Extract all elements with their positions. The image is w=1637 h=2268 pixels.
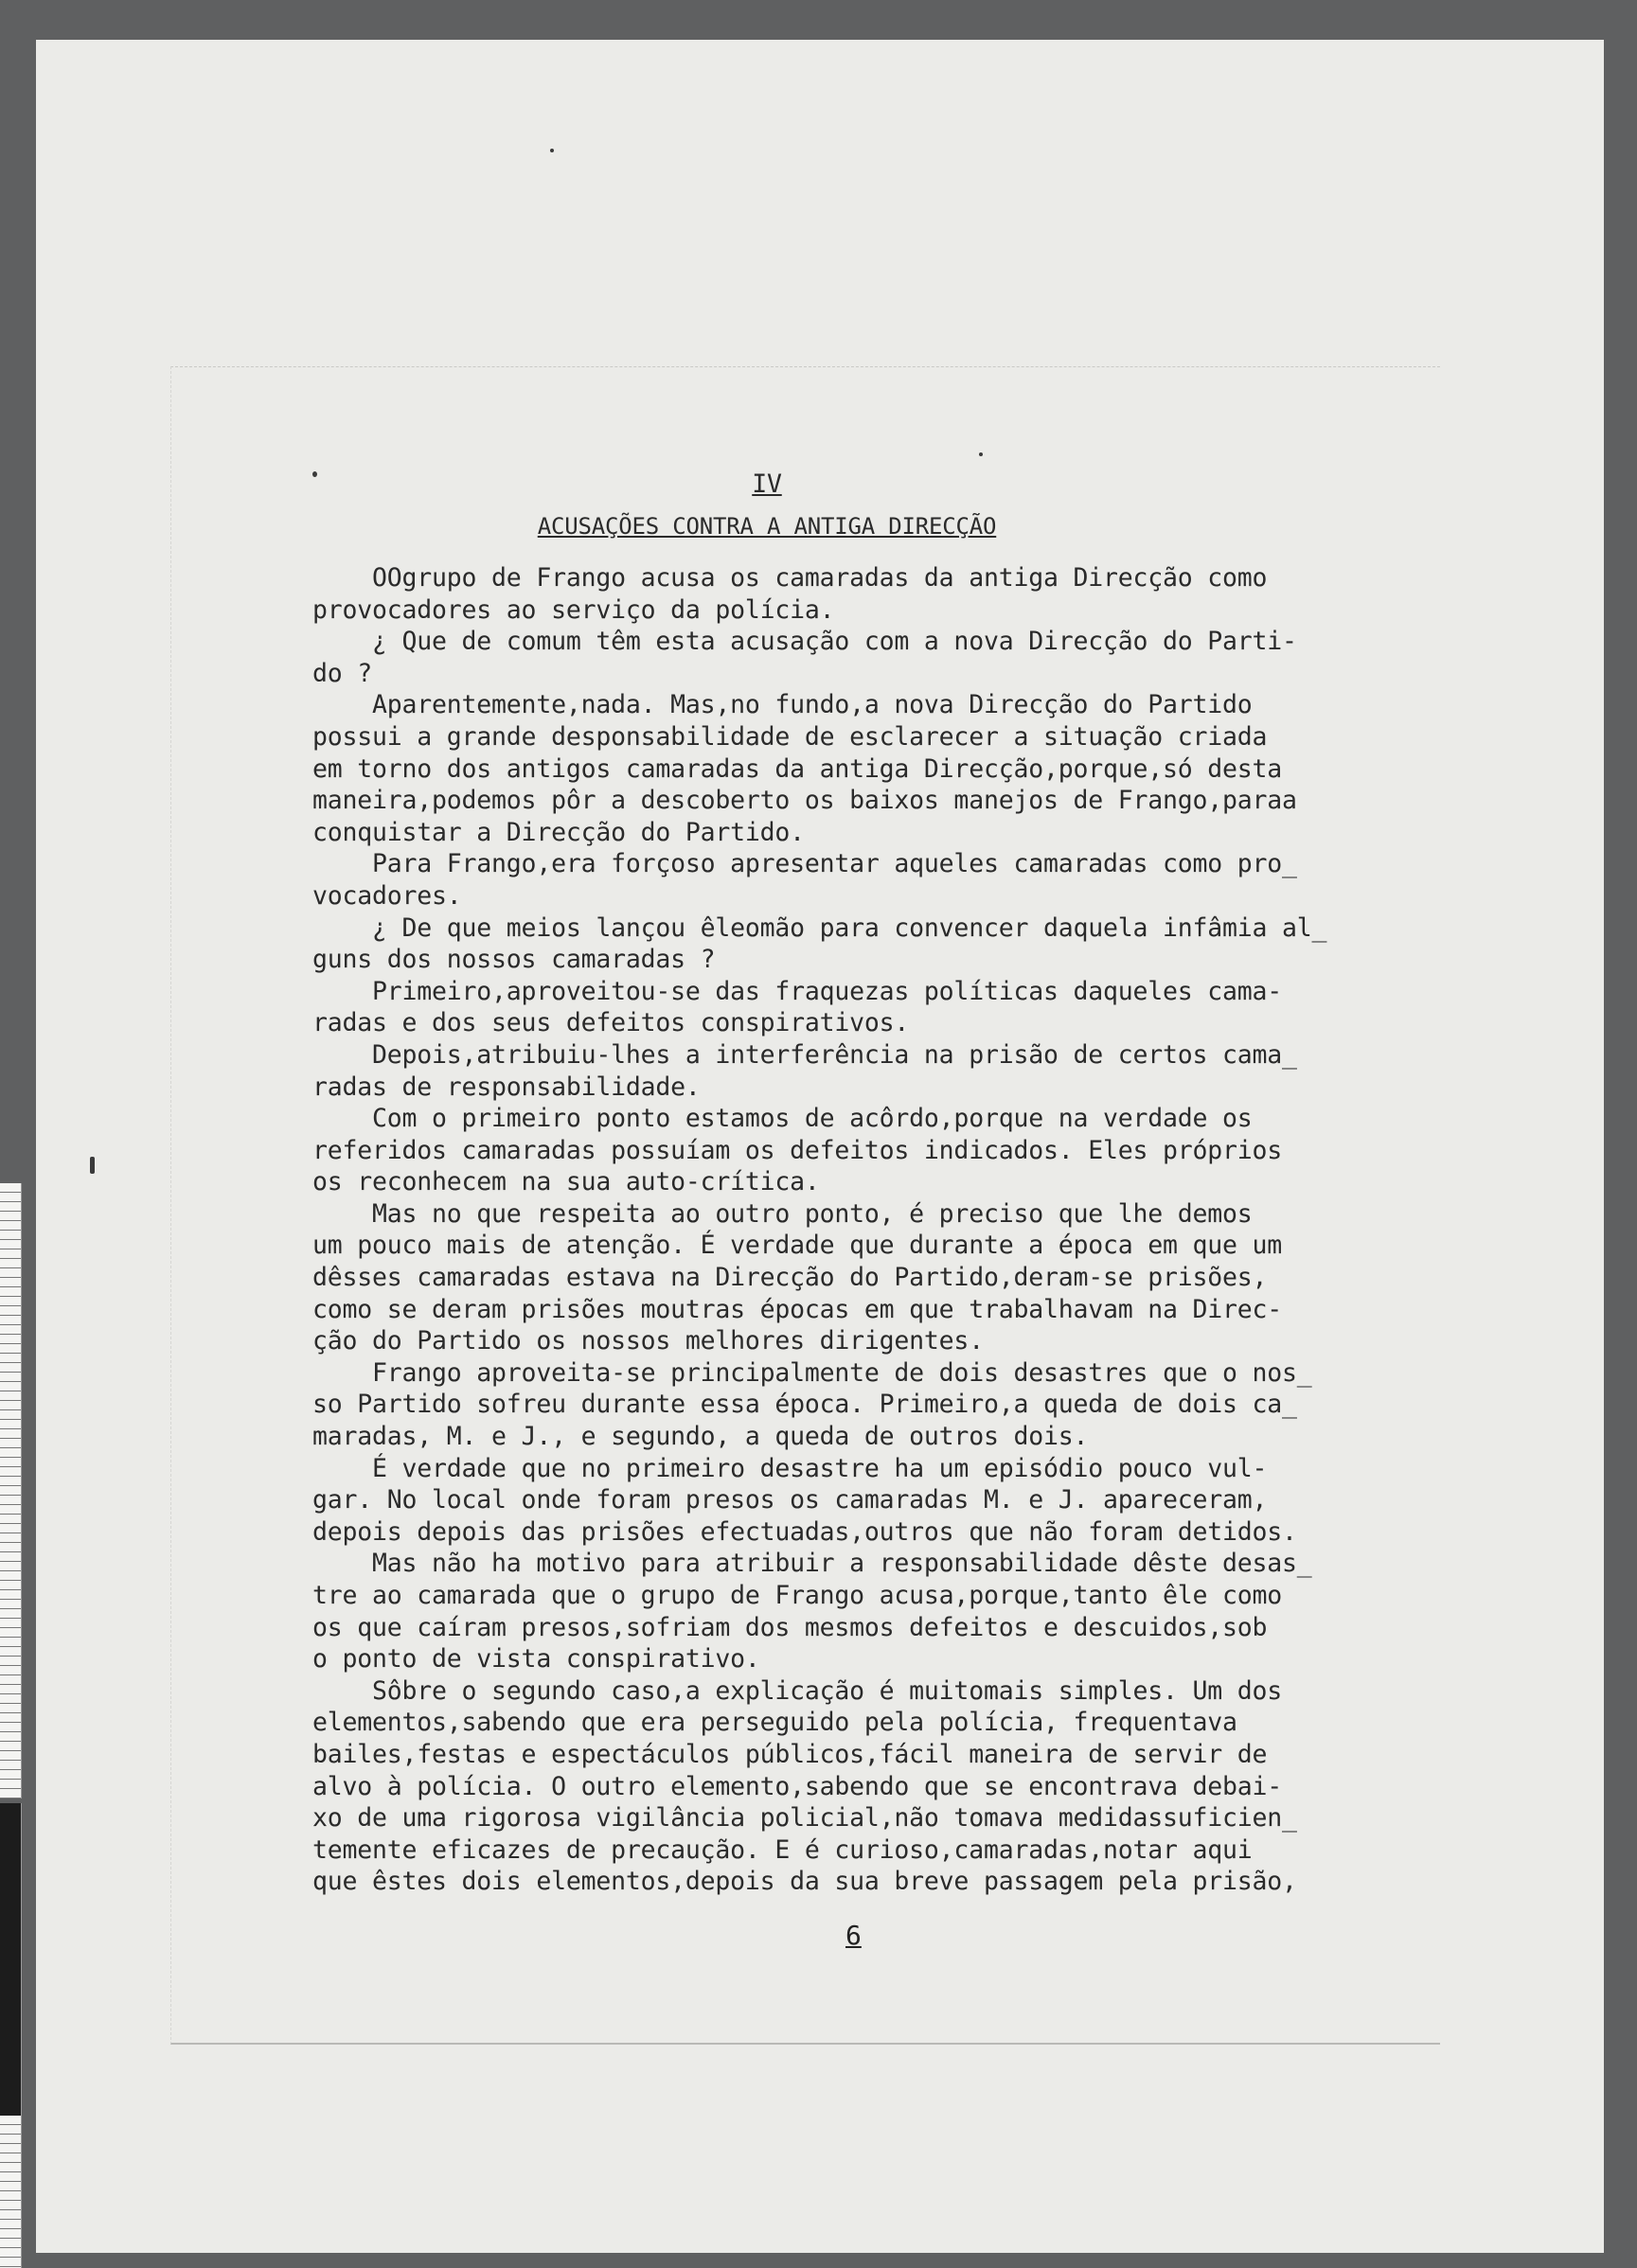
chapter-number: IV — [752, 470, 782, 499]
text-line: Depois,atribuiu-lhes a interferência na prisão de certos cama_ — [312, 1039, 1297, 1070]
text-line: Mas não ha motivo para atribuir a responsabilidade dêste desas_ — [312, 1549, 1312, 1579]
text-line: os reconhecem na sua auto-crítica. — [312, 1167, 820, 1197]
text-line: maradas, M. e J., e segundo, a queda de outros dois. — [312, 1422, 1089, 1452]
text-line: ¿ Que de comum têm esta acusação com a nova Direcção do Parti- — [312, 627, 1297, 657]
text-line: ção do Partido os nossos melhores dirigentes. — [312, 1326, 984, 1356]
ink-speck — [90, 1157, 95, 1174]
text-line: o ponto de vista conspirativo. — [312, 1644, 760, 1674]
text-line: Mas no que respeita ao outro ponto, é preciso que lhe demos — [312, 1198, 1253, 1229]
ruler-scale-dark — [0, 1803, 22, 2116]
ruler-scale — [0, 1183, 22, 1798]
ruler-scale — [0, 2116, 22, 2268]
text-line: os que caíram presos,sofriam dos mesmos defeitos e descuidos,sob — [312, 1612, 1268, 1642]
text-line: ¿ De que meios lançou êleomão para convencer daquela infâmia al_ — [312, 913, 1327, 943]
text-line: como se deram prisões moutras épocas em que trabalhavam na Direc- — [312, 1294, 1283, 1324]
ink-speck — [979, 452, 983, 456]
body-text — [312, 562, 1373, 1898]
text-line: depois depois das prisões efectuadas,outros que não foram detidos. — [312, 1516, 1297, 1547]
text-line: Com o primeiro ponto estamos de acôrdo,porque na verdade os — [312, 1104, 1253, 1134]
text-line: alvo à polícia. O outro elemento,sabendo que se encontrava debai- — [312, 1771, 1283, 1801]
text-line: em torno dos antigos camaradas da antiga Direcção,porque,só desta — [312, 753, 1283, 784]
text-line: radas e dos seus defeitos conspirativos. — [312, 1008, 910, 1038]
text-line: conquistar a Direcção do Partido. — [312, 817, 805, 847]
ink-speck — [550, 149, 554, 152]
chapter-title: ACUSAÇÕES CONTRA A ANTIGA DIRECÇÃO — [537, 513, 997, 540]
text-line: Sôbre o segundo caso,a explicação é muitomais simples. Um dos — [312, 1675, 1283, 1706]
text-line: gar. No local onde foram presos os camaradas M. e J. apareceram, — [312, 1485, 1268, 1515]
text-line: dêsses camaradas estava na Direcção do Partido,deram-se prisões, — [312, 1263, 1268, 1293]
text-line: possui a grande desponsabilidade de esclarecer a situação criada — [312, 721, 1268, 752]
text-line: elementos,sabendo que era perseguido pela polícia, frequentava — [312, 1708, 1237, 1738]
text-line: Aparentemente,nada. Mas,no fundo,a nova Direcção do Partido — [312, 690, 1253, 720]
page-number: 6 — [845, 1920, 862, 1951]
text-line: radas de responsabilidade. — [312, 1072, 701, 1102]
text-line: so Partido sofreu durante essa época. Primeiro,a queda de dois ca_ — [312, 1390, 1297, 1420]
text-line: maneira,podemos pôr a descoberto os baixos manejos de Frango,paraa — [312, 786, 1297, 816]
text-line: um pouco mais de atenção. É verdade que durante a época em que um — [312, 1231, 1283, 1261]
text-line: Primeiro,aproveitou-se das fraquezas políticas daqueles cama- — [312, 976, 1283, 1006]
text-line: É verdade que no primeiro desastre ha um episódio pouco vul- — [312, 1453, 1268, 1483]
text-line: que êstes dois elementos,depois da sua breve passagem pela prisão, — [312, 1867, 1297, 1897]
text-line: do ? — [312, 658, 373, 688]
text-line: temente eficazes de precaução. E é curioso,camaradas,notar aqui — [312, 1834, 1253, 1865]
text-line: tre ao camarada que o grupo de Frango acusa,porque,tanto êle como — [312, 1581, 1283, 1610]
text-line: OOgrupo de Frango acusa os camaradas da antiga Direcção como — [312, 563, 1268, 593]
text-line: Frango aproveita-se principalmente de dois desastres que o nos_ — [312, 1357, 1312, 1388]
text-line: bailes,festas e espectáculos públicos,fácil maneira de servir de — [312, 1739, 1268, 1769]
typed-text-block — [312, 464, 1373, 1898]
text-line: referidos camaradas possuíam os defeitos indicados. Eles próprios — [312, 1135, 1283, 1165]
text-line: guns dos nossos camaradas ? — [312, 945, 716, 975]
text-line: vocadores. — [312, 880, 462, 911]
text-line: Para Frango,era forçoso apresentar aqueles camaradas como pro_ — [312, 849, 1297, 879]
text-line: provocadores ao serviço da polícia. — [312, 594, 835, 625]
text-line: xo de uma rigorosa vigilância policial,não tomava medidassuficien_ — [312, 1803, 1297, 1834]
